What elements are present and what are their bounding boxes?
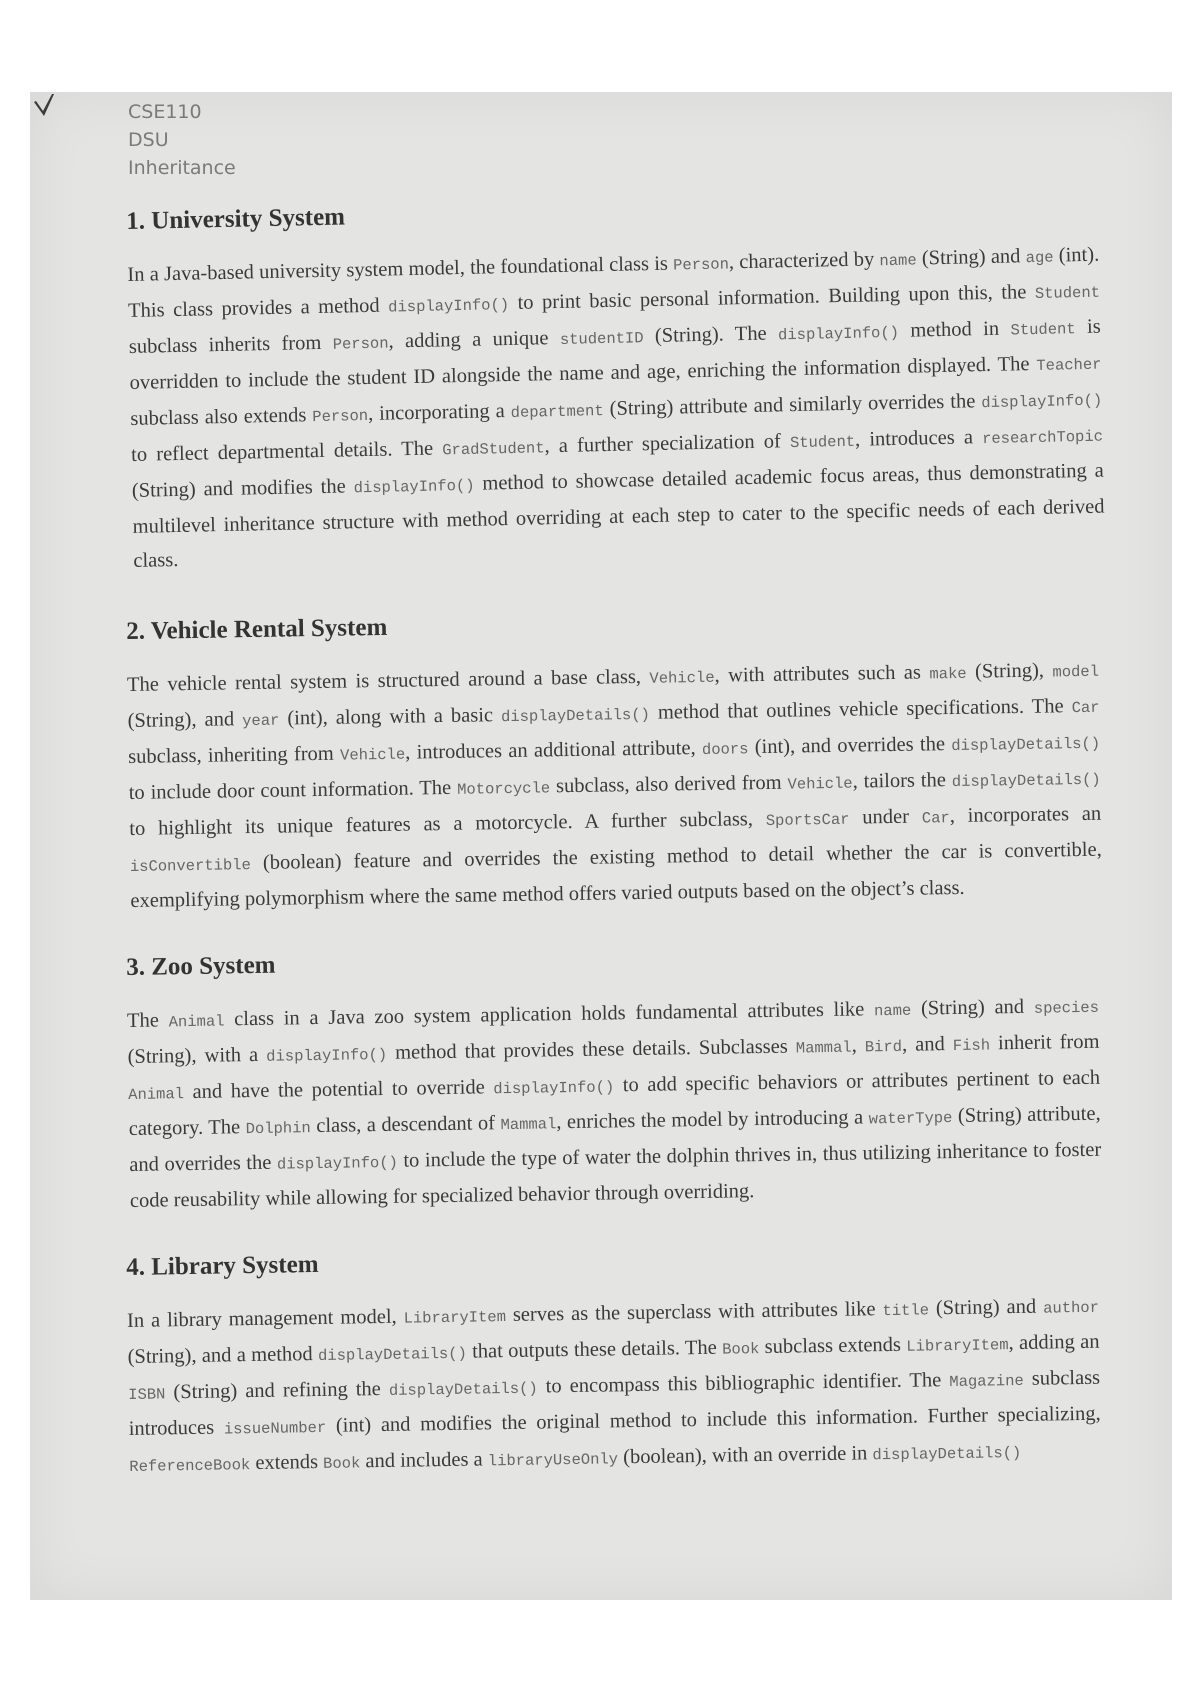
text-run: is overridden to include the student ID alongside the name and age, enriching the information displayed. The — [129, 315, 1101, 394]
document-body — [126, 203, 1105, 1484]
text-run: (String), with a — [127, 1043, 267, 1068]
pencil-check-mark — [32, 92, 56, 118]
code-identifier: Student — [1010, 320, 1076, 340]
code-identifier: Vehicle — [339, 745, 406, 765]
text-run: (String), and a method — [127, 1342, 319, 1368]
code-identifier: Vehicle — [649, 668, 715, 688]
code-identifier: displayInfo() — [266, 1045, 388, 1066]
text-run: subclass inherits from — [128, 331, 333, 358]
text-run: subclass also extends — [130, 404, 313, 430]
text-run: , a further specialization of — [544, 430, 791, 458]
code-identifier: species — [1033, 998, 1100, 1018]
text-run: , tailors the — [852, 769, 952, 793]
text-run: (String) attribute, and overrides the — [129, 1102, 1101, 1176]
text-run: , with attributes such as — [714, 661, 930, 687]
section-paragraph — [127, 653, 1103, 918]
code-identifier: Person — [672, 255, 730, 275]
code-identifier: displayDetails() — [317, 1344, 467, 1365]
text-run: subclass, also derived from — [549, 771, 788, 798]
course-code: CSE110 — [128, 101, 202, 123]
code-identifier: name — [879, 251, 917, 271]
code-identifier: issueNumber — [223, 1418, 327, 1439]
text-run: (boolean), with an override in — [617, 1442, 873, 1469]
text-run: and have the potential to override — [183, 1076, 494, 1104]
text-run: inherit from — [989, 1030, 1100, 1055]
code-identifier: Student — [1034, 283, 1101, 303]
text-run: (int), along with a basic — [279, 704, 502, 730]
section-title: 3. Zoo System — [126, 951, 276, 981]
text-run: (int), and overrides the — [748, 733, 952, 759]
text-run: (String) and — [928, 1295, 1044, 1320]
code-identifier: SportsCar — [765, 810, 850, 830]
text-run: , — [851, 1034, 865, 1057]
section-paragraph — [127, 989, 1102, 1218]
code-identifier: displayInfo() — [276, 1153, 399, 1174]
text-run: , incorporates an — [949, 802, 1102, 828]
code-identifier: Mammal — [795, 1038, 852, 1058]
code-identifier: displayDetails() — [872, 1443, 1022, 1465]
text-run: , and — [901, 1033, 954, 1056]
text-run: subclass introduces — [128, 1366, 1101, 1440]
text-run: (String), — [966, 659, 1053, 683]
text-run: to include the type of water the dolphin thrives in, thus utilizing inheritance to foster code reusability while allowing for specialized behavior through overriding. — [129, 1138, 1102, 1212]
code-identifier: name — [873, 1001, 912, 1021]
code-identifier: year — [242, 711, 280, 731]
text-run: to print basic personal information. Building upon this, the — [508, 280, 1036, 314]
code-identifier: ReferenceBook — [129, 1456, 251, 1476]
section-title: 2. Vehicle Rental System — [126, 613, 388, 645]
code-identifier: department — [510, 402, 604, 422]
text-run: In a Java-based university system model, the foundational class is — [127, 252, 674, 286]
code-identifier: Magazine — [949, 1371, 1024, 1392]
text-run: class, a descendant of — [310, 1112, 501, 1138]
code-identifier: isConvertible — [129, 856, 251, 876]
text-run: (String) and — [911, 995, 1034, 1020]
code-identifier: Book — [722, 1340, 760, 1359]
code-identifier: make — [929, 664, 967, 684]
text-run: that outputs these details. The — [466, 1336, 723, 1363]
section-zoo-system — [126, 939, 1102, 1218]
code-identifier: Vehicle — [787, 774, 853, 794]
code-identifier: displayDetails() — [388, 1379, 538, 1400]
code-identifier: Motorcycle — [456, 779, 551, 799]
section-title: 4. Library System — [126, 1250, 319, 1281]
text-run: (String) attribute and similarly overrides the — [603, 390, 982, 421]
code-identifier: LibraryItem — [906, 1336, 1009, 1356]
section-paragraph — [127, 1289, 1102, 1484]
code-identifier: age — [1025, 248, 1054, 268]
code-identifier: displayInfo() — [353, 476, 475, 498]
text-run: to highlight its unique features as a motorcycle. A further subclass, — [129, 807, 766, 840]
text-run: (int). This class provides a method — [127, 243, 1100, 322]
code-identifier: doors — [701, 740, 749, 759]
text-run: subclass extends — [759, 1333, 907, 1359]
code-identifier: studentID — [559, 329, 644, 349]
code-identifier: Dolphin — [245, 1119, 311, 1139]
text-run: (String). The — [643, 322, 779, 348]
text-run: to encompass this bibliographic identifier. The — [537, 1369, 950, 1398]
document-header — [128, 98, 236, 182]
text-run: (String) and modifies the — [131, 475, 354, 502]
code-identifier: author — [1043, 1298, 1100, 1318]
text-run: , incorporating a — [367, 399, 511, 425]
code-identifier: Person — [312, 406, 369, 427]
code-identifier: Car — [921, 809, 950, 828]
text-run: , characterized by — [728, 248, 880, 274]
text-run: The vehicle rental system is structured around a base class, — [126, 665, 650, 696]
text-run: serves as the superclass with attributes like — [505, 1298, 883, 1327]
code-identifier: displayInfo() — [388, 295, 510, 317]
code-identifier: displayDetails() — [500, 705, 651, 727]
text-run: to include door count information. The — [128, 776, 458, 804]
code-identifier: Animal — [128, 1085, 185, 1104]
code-identifier: Teacher — [1036, 355, 1102, 375]
code-identifier: Mammal — [500, 1115, 557, 1135]
code-identifier: Animal — [168, 1012, 225, 1032]
text-run: , enriches the model by introducing a — [556, 1106, 869, 1134]
topic-name: Inheritance — [128, 157, 236, 179]
code-identifier: researchTopic — [981, 427, 1104, 449]
code-identifier: model — [1052, 662, 1100, 682]
code-identifier: libraryUseOnly — [487, 1450, 619, 1471]
code-identifier: title — [882, 1301, 930, 1321]
code-identifier: GradStudent — [442, 439, 545, 460]
code-identifier: Person — [332, 334, 389, 354]
text-run: , introduces an additional attribute, — [405, 736, 703, 764]
code-identifier: waterType — [868, 1109, 953, 1129]
code-identifier: Book — [322, 1454, 361, 1473]
text-run: and includes a — [360, 1448, 488, 1473]
code-identifier: displayDetails() — [951, 734, 1101, 756]
text-run: , introduces a — [854, 426, 983, 451]
text-run: , adding a unique — [388, 326, 561, 353]
code-identifier: Car — [1071, 698, 1100, 718]
text-run: (int) and modifies the original method to include this information. Further specializing, — [325, 1402, 1101, 1437]
text-run: (boolean) feature and overrides the existing method to detail whether the car is convertible, exemplifying polymorphism where the same method offers varied outputs based on the object’s class. — [130, 838, 1102, 912]
text-run: (String) and refining the — [165, 1377, 390, 1404]
text-run: subclass, inheriting from — [128, 742, 341, 768]
text-run: In a library management model, — [126, 1305, 404, 1332]
text-run: to add specific behaviors or attributes pertinent to each category. The — [128, 1066, 1101, 1140]
section-paragraph — [127, 238, 1105, 578]
section-vehicle-rental-system — [126, 603, 1103, 918]
code-identifier: ISBN — [128, 1385, 166, 1404]
code-identifier: displayDetails() — [951, 770, 1101, 792]
text-run: method in — [898, 317, 1011, 342]
section-library-system — [126, 1239, 1101, 1484]
text-run: method that provides these details. Subclasses — [386, 1035, 796, 1064]
code-identifier: LibraryItem — [403, 1308, 507, 1328]
text-run: to reflect departmental details. The — [130, 437, 443, 466]
text-run: (String) and — [916, 245, 1026, 270]
code-identifier: Fish — [952, 1036, 991, 1056]
text-run: method to showcase detailed academic focus areas, thus demonstrating a multilevel inheritance structure with method overriding at each step to cater to the specific needs of each derived class. — [132, 459, 1105, 572]
text-run: The — [126, 1009, 169, 1032]
code-identifier: displayInfo() — [981, 391, 1103, 413]
code-identifier: Student — [789, 432, 856, 453]
section-title: 1. University System — [126, 203, 346, 235]
code-identifier: displayInfo() — [493, 1078, 615, 1099]
text-run: extends — [250, 1450, 324, 1475]
text-run: method that outlines vehicle specifications. The — [649, 695, 1072, 724]
text-run: class in a Java zoo system application holds fundamental attributes like — [224, 998, 875, 1031]
text-run: , adding an — [1008, 1330, 1100, 1355]
code-identifier: Bird — [864, 1037, 903, 1057]
text-run: under — [849, 805, 922, 829]
text-run: (String), and — [127, 708, 243, 732]
section-university-system — [126, 188, 1106, 578]
school-name: DSU — [128, 129, 169, 151]
code-identifier: displayInfo() — [777, 323, 900, 345]
